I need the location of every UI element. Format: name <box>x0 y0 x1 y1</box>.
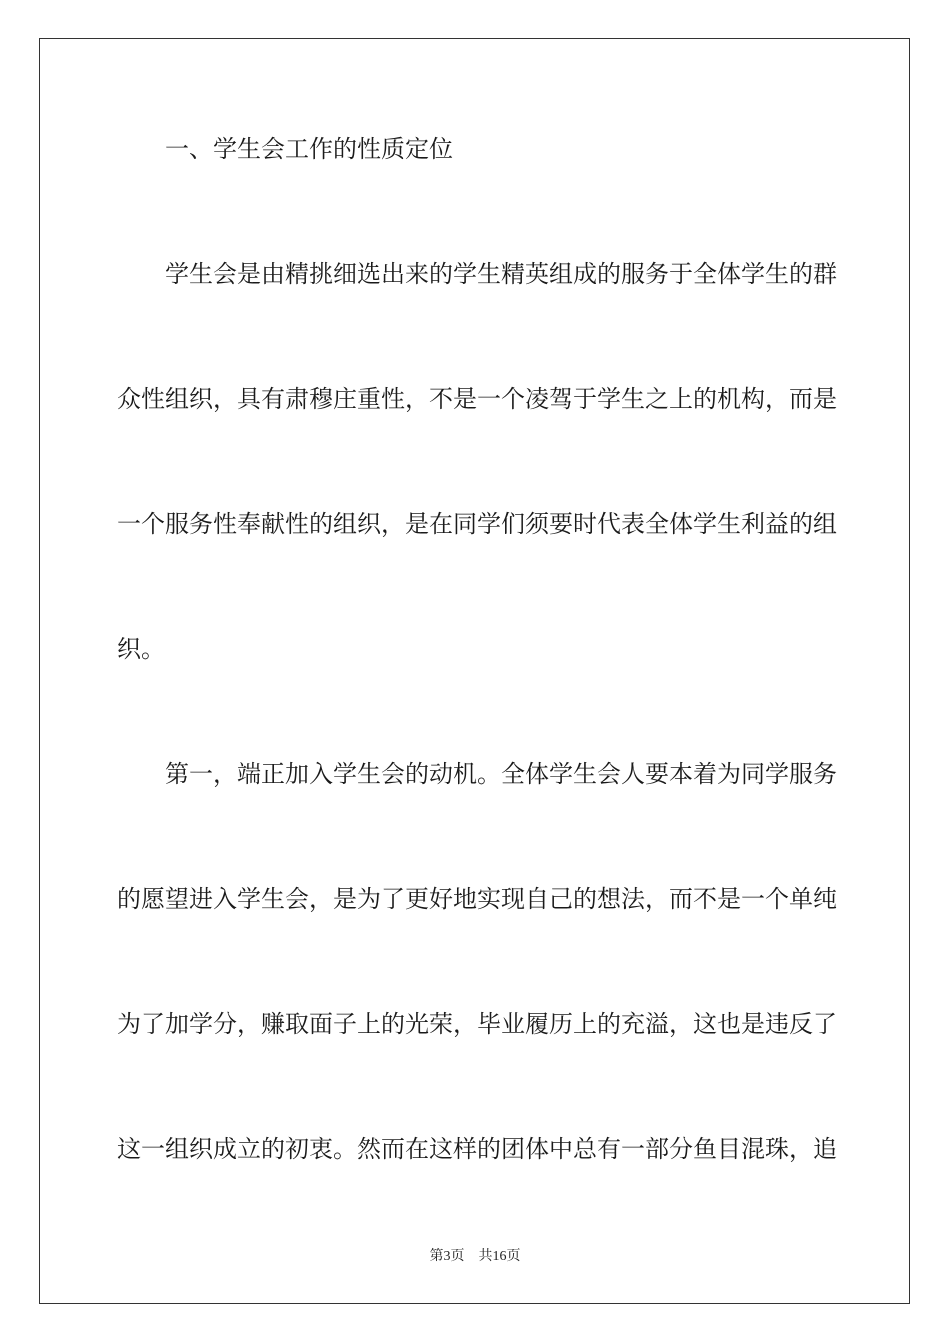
total-pages: 共16页 <box>478 1249 521 1264</box>
paragraph-1-line-2: 众性组织，具有肃穆庄重性，不是一个凌驾于学生之上的机构，而是 <box>117 385 837 413</box>
paragraph-2-line-4: 这一组织成立的初衷。然而在这样的团体中总有一部分鱼目混珠，追 <box>117 1135 837 1163</box>
paragraph-2-line-2: 的愿望进入学生会，是为了更好地实现自己的想法，而不是一个单纯 <box>117 885 837 913</box>
paragraph-1-line-3: 一个服务性奉献性的组织，是在同学们须要时代表全体学生利益的组 <box>117 510 837 538</box>
paragraph-1-line-4: 织。 <box>117 635 165 663</box>
paragraph-1-line-1: 学生会是由精挑细选出来的学生精英组成的服务于全体学生的群 <box>165 260 837 288</box>
paragraph-2-line-1: 第一，端正加入学生会的动机。全体学生会人要本着为同学服务 <box>165 760 837 788</box>
page-border <box>39 38 910 1304</box>
section-heading: 一、学生会工作的性质定位 <box>165 135 453 163</box>
page-number: 第3页 <box>429 1249 465 1264</box>
page-footer <box>0 1248 950 1266</box>
paragraph-2-line-3: 为了加学分，赚取面子上的光荣，毕业履历上的充溢，这也是违反了 <box>117 1010 837 1038</box>
